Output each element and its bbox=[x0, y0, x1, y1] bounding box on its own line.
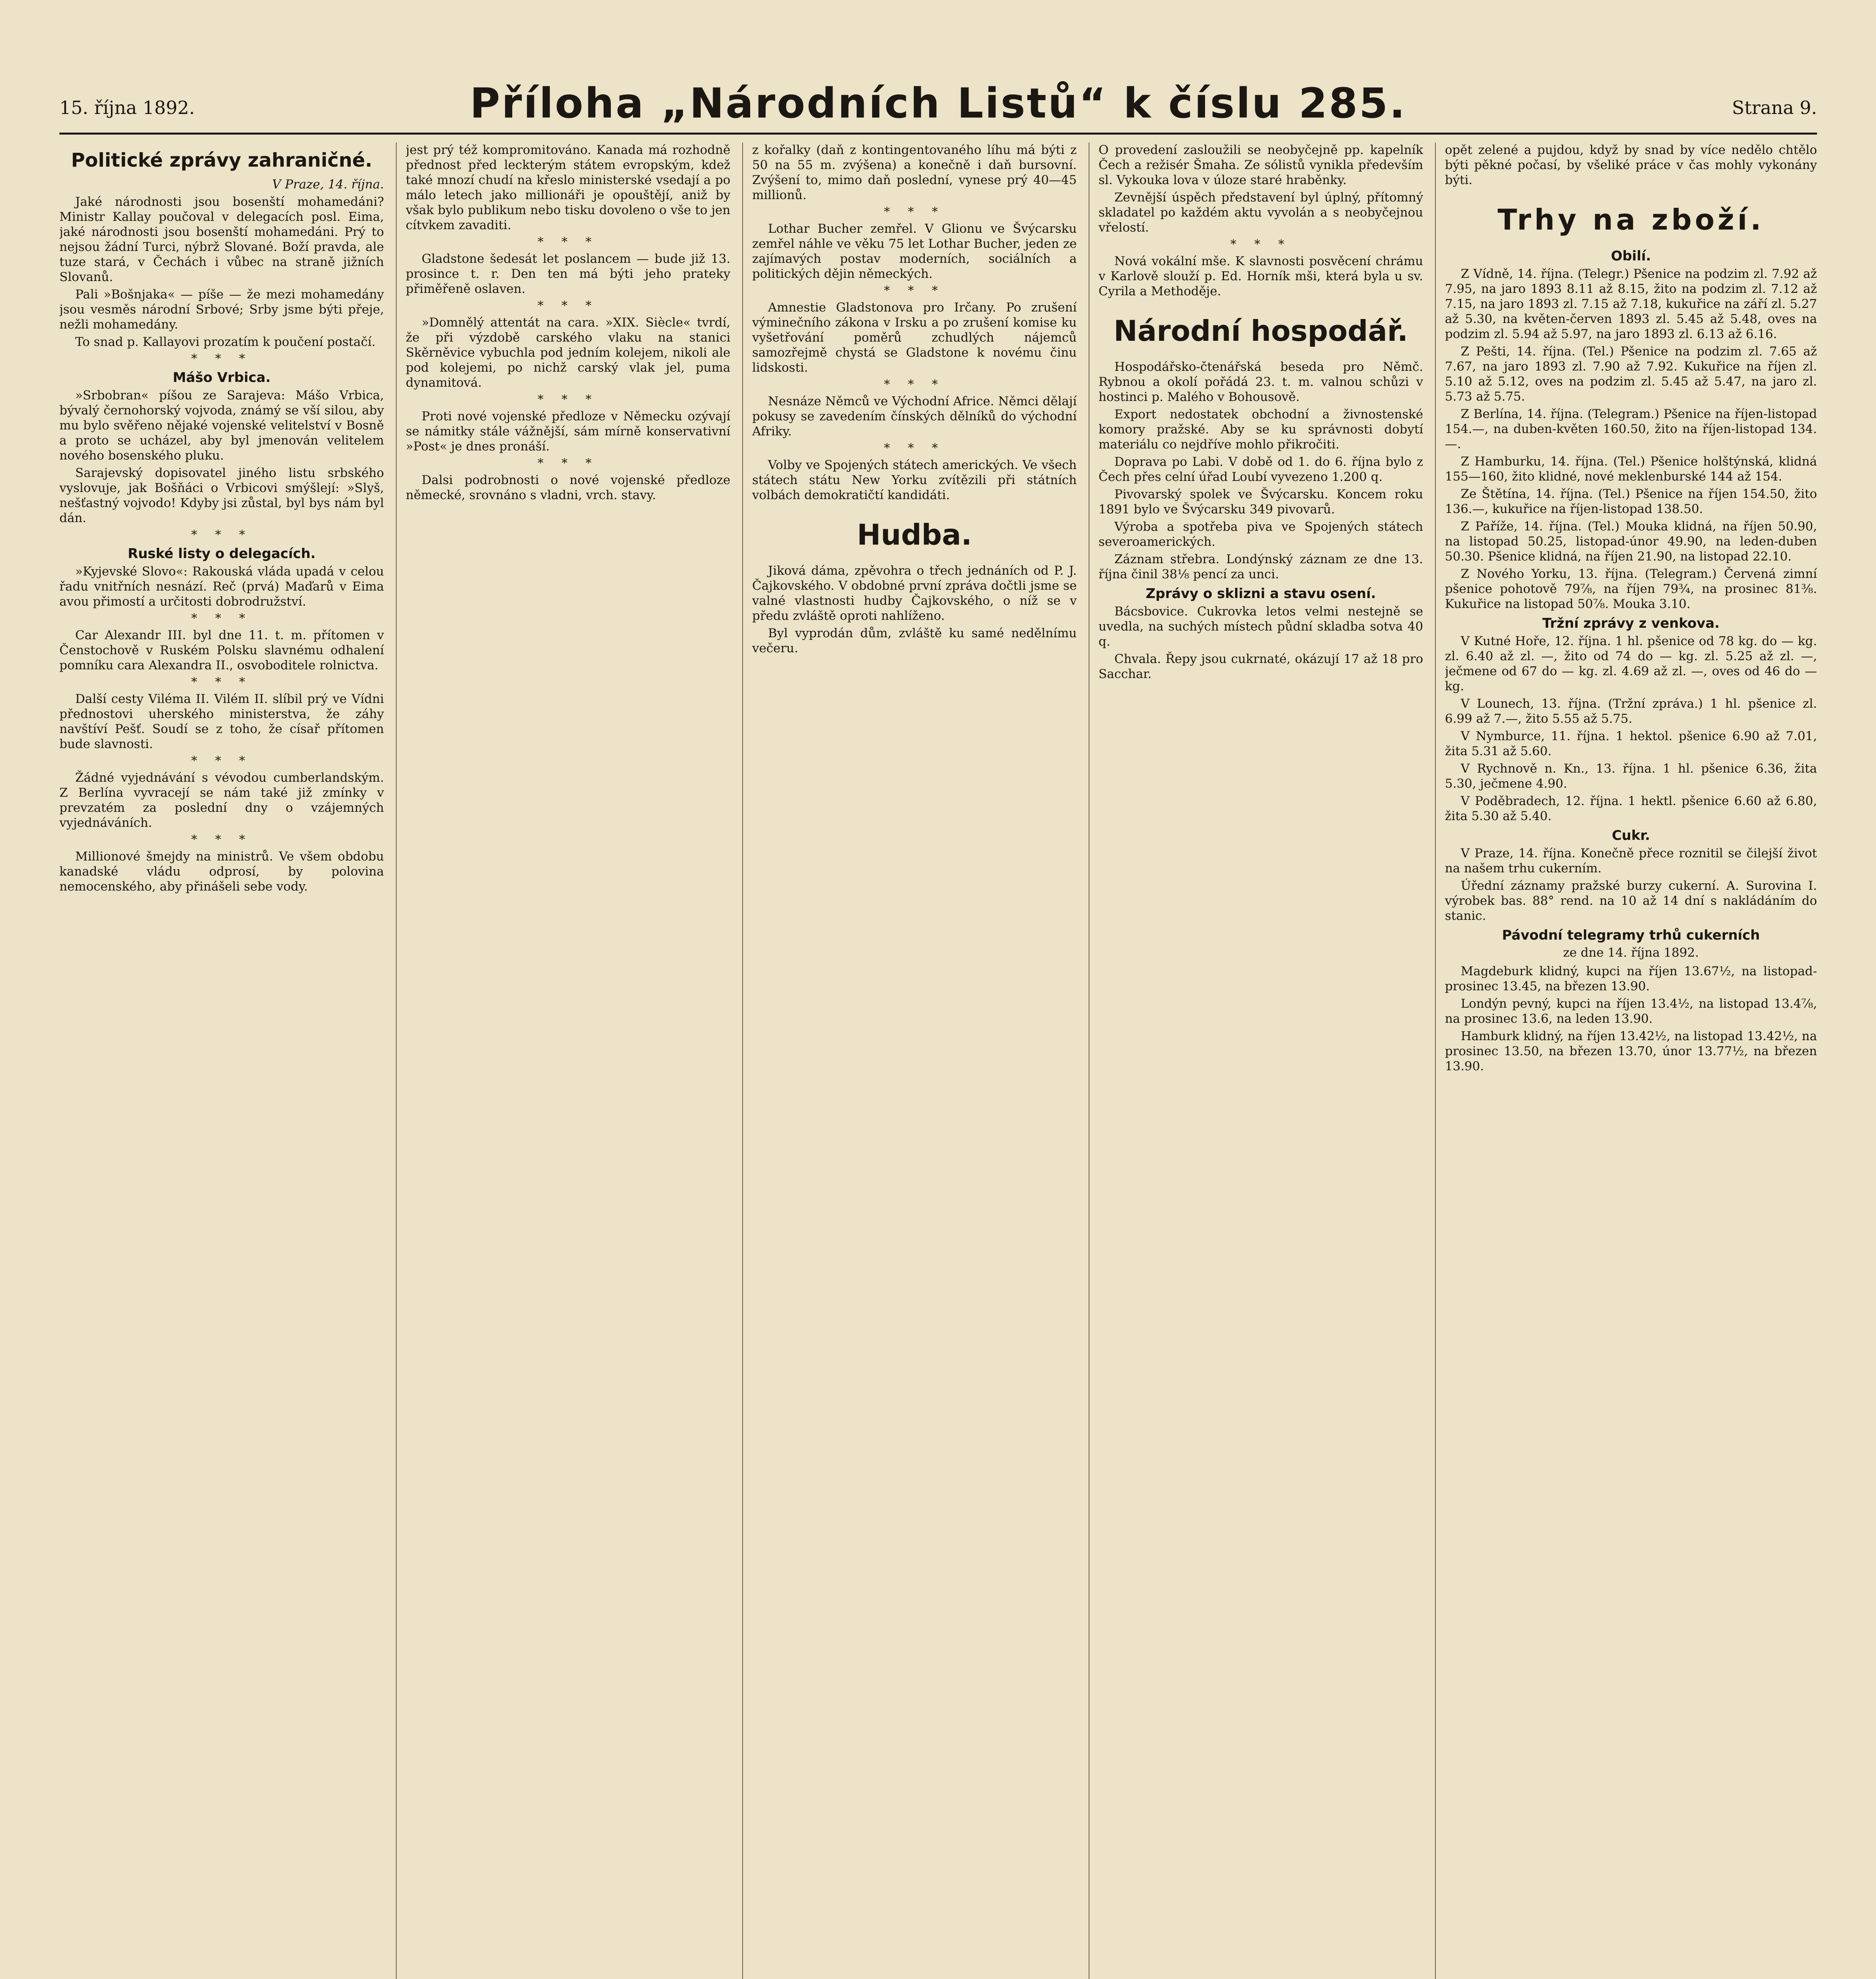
article-paragraph: V Nymburce, 11. října. 1 hektol. pšenice 6.90 až 7.01, žita 5.31 až 5.60. bbox=[1445, 729, 1817, 758]
article-paragraph: Výroba a spotřeba piva ve Spojených státech severoamerických. bbox=[1099, 519, 1423, 549]
article-paragraph: Amnestie Gladstonova pro Irčany. Po zrušení výminečního zákona v Irsku a po zrušení komise ku vyšetřování poměrů zchudlých nájemců samozřejmě chystá se Gladstone k novému činu lidskosti. bbox=[752, 300, 1077, 375]
separator-stars: * * * bbox=[537, 456, 599, 470]
article-paragraph: V Praze, 14. října. Konečně přece roznitil se čilejší život na našem trhu cukerním. bbox=[1445, 846, 1817, 876]
column-divider bbox=[742, 142, 743, 1979]
article-heading: Ruské listy o delegacích. bbox=[127, 546, 316, 562]
separator-stars: * * * bbox=[191, 754, 253, 768]
column-divider bbox=[1435, 142, 1436, 1979]
section-heading: Hudba. bbox=[857, 518, 972, 551]
article-paragraph: V Poděbradech, 12. října. 1 hektl. pšenice 6.60 až 6.80, žita 5.30 až 5.40. bbox=[1445, 794, 1817, 823]
column-2 bbox=[406, 142, 730, 1979]
article-paragraph: Volby ve Spojených státech amerických. Ve všech státech státu New Yorku zvítězili při státních volbách demokratičtí kandidáti. bbox=[752, 458, 1077, 502]
article-paragraph: Z Nového Yorku, 13. října. (Telegram.) Červená zimní pšenice pohotově 79⅞, na říjen 79¾, na prosinec 81⅜. Kukuřice na listopad 50⅞. Mouka 3.10. bbox=[1445, 566, 1817, 611]
separator-stars: * * * bbox=[884, 284, 945, 298]
article-paragraph: Lothar Bucher zemřel. V Glionu ve Švýcarsku zemřel náhle ve věku 75 let Lothar Bucher, jeden ze zajímavých postav moderních, sociálních a politických dějin německých. bbox=[752, 222, 1077, 281]
article-heading: Cukr. bbox=[1612, 827, 1650, 843]
article-paragraph: Magdeburk klidný, kupci na říjen 13.67½, na listopad-prosinec 13.45, na březen 13.90. bbox=[1445, 964, 1817, 993]
article-paragraph: Nesnáze Němců ve Východní Africe. Němci dělají pokusy se zavedením čínských dělníků do východní Afriky. bbox=[752, 394, 1077, 439]
column-divider bbox=[396, 142, 397, 1979]
article-paragraph: z kořalky (daň z kontingentovaného líhu má býti z 50 na 55 m. zvýšena) a konečně i daň bursovní. Zvýšení to, mimo daň poslední, vynese prý 40—45 millionů. bbox=[752, 143, 1077, 202]
article-paragraph: Z Hamburku, 14. října. (Tel.) Pšenice holštýnská, klidná 155—160, žito klidné, nové meklenburské 144 až 154. bbox=[1445, 454, 1817, 484]
article-paragraph: Bácsbovice. Cukrovka letos velmi nestejně se uvedla, na suchých místech půdní skladba sotva 40 q. bbox=[1099, 604, 1423, 649]
page-number: Strana 9. bbox=[1732, 97, 1817, 118]
article-paragraph: V Kutné Hoře, 12. října. 1 hl. pšenice od 78 kg. do — kg. zl. 6.40 až zl. —, žito od 74 do — kg. zl. 5.25 až zl. —, ječmene od 67 do — kg. zl. 4.69 až zl. —, oves od 46 do — kg. bbox=[1445, 634, 1817, 693]
article-paragraph: Jaké národnosti jsou bosenští mohamedáni? Ministr Kallay poučoval v delegacích posl. Eima, jaké národnosti jsou bosenští mohamedáni. Prý to nejsou žádní Turci, nýbrž Slované. Boží pravda, ale tuze stará, v Čechách i vůbec na straně jižních Slovanů. bbox=[59, 195, 384, 285]
article-paragraph: Žádné vyjednávání s vévodou cumberlandským. Z Berlína vyvracejí se nám také již zmínky v prevzatém za poslední dny o vzájemných vyjednáváních. bbox=[59, 771, 384, 830]
article-paragraph: Zevnější úspěch představení byl úplný, přítomný skladatel po každém aktu vyvolán a s neobyčejnou vřelostí. bbox=[1099, 190, 1423, 235]
article-paragraph: »Srbobran« píšou ze Sarajeva: Mášo Vrbica, bývalý černohorský vojvoda, známý se vší silou, aby mu bylo svěřeno nějaké vojenské velitelství v Bosně a proto se ucházel, aby byl jmenován velitelem nového bosenského pluku. bbox=[59, 388, 384, 463]
article-paragraph: Millionové šmejdy na ministrů. Ve všem obdobu kanadské vládu odprosí, by polovina nemocenského, aby přinášeli sebe vody. bbox=[59, 849, 384, 894]
article-paragraph: Úřední záznamy pražské burzy cukerní. A. Surovina I. výrobek bas. 88° rend. na 10 až 14 dní s nakládáním do stanic. bbox=[1445, 878, 1817, 923]
masthead-rule bbox=[59, 133, 1817, 135]
separator-stars: * * * bbox=[191, 833, 253, 847]
article-paragraph: »Kyjevské Slovo«: Rakouská vláda upadá v celou řadu vnitřních nesnází. Reč (prvá) Maďarů v Eima avou přimostí a určitosti dobrodružství. bbox=[59, 564, 384, 609]
article-heading: Tržní zprávy z venkova. bbox=[1542, 615, 1720, 631]
article-paragraph: Proti nové vojenské předloze v Německu ozývají se námitky stále vážnější, sám mírně konservativní »Post« je dnes pronáší. bbox=[406, 409, 730, 454]
article-paragraph: Jiková dáma, zpěvohra o třech jednáních od P. J. Čajkovského. V obdobné první zpráva dočtli jsme se valné vlastnosti hudby Čajkovského, o níž se v předu zvláště oproti nahlíženo. bbox=[752, 563, 1077, 623]
separator-stars: * * * bbox=[884, 378, 945, 391]
section-heading: Trhy na zboží. bbox=[1498, 203, 1764, 236]
separator-stars: * * * bbox=[191, 612, 253, 626]
separator-stars: * * * bbox=[191, 352, 253, 366]
article-paragraph: jest prý též kompromitováno. Kanada má rozhodně přednost před leckterým státem evropským, kdež také mnozí chudí na křeslo ministerské vsedají a po málo letech jako millionáři je opouštějí, aniž by však bylo publikum nebo tisku dovoleno o vše to jen cítvkem zavaditi. bbox=[406, 143, 730, 232]
article-paragraph: Sarajevský dopisovatel jiného listu srbského vyslovuje, jak Bošňáci o Vrbicovi smýšlejí: »Slyš, nešťastný vojvodo! Kdyby jsi zůstal, byl bys nám byl dán. bbox=[59, 466, 384, 526]
article-paragraph: Export nedostatek obchodní a živnostenské komory pražské. Aby se ku správnosti dobytí materiálu co nejdříve mohlo přikročiti. bbox=[1099, 407, 1423, 452]
article-heading: Pávodní telegramy trhů cukerních bbox=[1502, 927, 1760, 943]
article-paragraph: Pali »Bošnjaka« — píše — že mezi mohamedány jsou vesměs národní Srbové; Srby jsme býti přeje, nežli mohamedány. bbox=[59, 287, 384, 332]
article-paragraph: Pivovarský spolek ve Švýcarsku. Koncem roku 1891 bylo ve Švýcarsku 349 pivovarů. bbox=[1099, 487, 1423, 517]
dateline: ze dne 14. října 1892. bbox=[1563, 945, 1699, 960]
article-paragraph: Byl vyprodán dům, zvláště ku samé nedělnímu večeru. bbox=[752, 626, 1077, 655]
article-paragraph: Ze Štětína, 14. října. (Tel.) Pšenice na říjen 154.50, žito 136.—, kukuřice na říjen-listopad 138.50. bbox=[1445, 486, 1817, 516]
issue-date: 15. října 1892. bbox=[59, 97, 195, 118]
article-paragraph: O provedení zasloužili se neobyčejně pp. kapelník Čech a režisér Šmaha. Ze sólistů vynikla především sl. Vykouka lova v úloze staré hraběnky. bbox=[1099, 143, 1423, 187]
separator-stars: * * * bbox=[191, 528, 253, 542]
separator-stars: * * * bbox=[1230, 237, 1292, 251]
article-paragraph: Dalsi podrobnosti o nové vojenské předloze německé, srovnáno s vladni, vrch. stavy. bbox=[406, 473, 730, 502]
article-paragraph: Hamburk klidný, na říjen 13.42½, na listopad 13.42½, na prosinec 13.50, na březen 13.70, únor 13.77½, na březen 13.90. bbox=[1445, 1029, 1817, 1073]
column-5 bbox=[1445, 142, 1817, 1979]
column-3 bbox=[752, 142, 1077, 1979]
article-paragraph: To snad p. Kallayovi prozatím k poučení postačí. bbox=[75, 335, 376, 349]
article-paragraph: Z Berlína, 14. října. (Telegram.) Pšenice na říjen-listopad 154.—, na duben-květen 160.50, žito na říjen-listopad 134.—. bbox=[1445, 406, 1817, 451]
article-paragraph: Další cesty Viléma II. Vilém II. slíbil prý ve Vídni přednostovi uherského ministerstva, že záhy navštíví Pešť. Soudí se z toho, že císař přítomen bude slavnosti. bbox=[59, 692, 384, 752]
article-paragraph: Nová vokální mše. K slavnosti posvěcení chrámu v Karlově slouží p. Ed. Horník mši, která byla u sv. Cyrila a Methoděje. bbox=[1099, 254, 1423, 298]
column-1 bbox=[59, 142, 384, 1979]
article-paragraph: Doprava po Labi. V době od 1. do 6. října bylo z Čech přes celní úřad Loubí vyvezeno 1.200 q. bbox=[1099, 454, 1423, 484]
dateline: V Praze, 14. října. bbox=[272, 177, 384, 192]
separator-stars: * * * bbox=[537, 393, 599, 406]
section-heading: Politické zprávy zahraničné. bbox=[71, 149, 373, 171]
article-paragraph: Z Paříže, 14. října. (Tel.) Mouka klidná, na říjen 50.90, na listopad 50.25, listopad-únor 49.90, na leden-duben 50.30. Pšenice klidná, na říjen 21.90, na listopad 22.10. bbox=[1445, 519, 1817, 564]
article-paragraph: Londýn pevný, kupci na říjen 13.4½, na listopad 13.4⅞, na prosinec 13.6, na leden 13.90. bbox=[1445, 996, 1817, 1026]
column-4 bbox=[1099, 142, 1423, 1979]
article-paragraph: V Rychnově n. Kn., 13. října. 1 hl. pšenice 6.36, žita 5.30, ječmene 4.90. bbox=[1445, 761, 1817, 791]
article-paragraph: Hospodářsko-čtenářská beseda pro Němč. Rybnou a okolí pořádá 23. t. m. valnou schůzi v hostinci p. Malého v Bohousově. bbox=[1099, 359, 1423, 404]
article-paragraph: Z Pešti, 14. října. (Tel.) Pšenice na podzim zl. 7.65 až 7.67, na jaro 1893 zl. 7.90 až 7.92. Kukuřice na říjen zl. 5.10 až 5.12, oves na podzim zl. 5.45 až 5.47, na jaro zl. 5.73 až 5.75. bbox=[1445, 344, 1817, 404]
article-paragraph: opět zelené a pujdou, když by snad by více nedělo chtělo býti pěkné počasí, by všeliké práce v čas mohly vykonány býti. bbox=[1445, 143, 1817, 187]
separator-stars: * * * bbox=[884, 441, 945, 455]
section-heading: Národní hospodář. bbox=[1114, 314, 1408, 348]
article-paragraph: Car Alexandr III. byl dne 11. t. m. přítomen v Čenstochově v Ruském Polsku slavnému odhalení pomníku cara Alexandra II., osvoboditele rolnictva. bbox=[59, 628, 384, 673]
separator-stars: * * * bbox=[191, 675, 253, 689]
article-heading: Obilí. bbox=[1611, 248, 1651, 264]
article-paragraph: Z Vídně, 14. října. (Telegr.) Pšenice na podzim zl. 7.92 až 7.95, na jaro 1893 8.11 až 8.15, žito na podzim zl. 7.12 až 7.15, na jaro 1893 zl. 7.15 až 7.18, kukuřice na září zl. 5.27 až 5.30, na květen-červen 1893 zl. 5.45 až 5.48, oves na podzim zl. 5.94 až 5.97, na jaro 1893 zl. 6.13 až 6.16. bbox=[1445, 266, 1817, 341]
article-heading: Mášo Vrbica. bbox=[173, 370, 271, 386]
article-paragraph: V Lounech, 13. října. (Tržní zpráva.) 1 hl. pšenice zl. 6.99 až 7.—, žito 5.55 až 5.75. bbox=[1445, 696, 1817, 726]
separator-stars: * * * bbox=[884, 205, 945, 219]
separator-stars: * * * bbox=[537, 235, 599, 249]
article-paragraph: Gladstone šedesát let poslancem — bude již 13. prosince t. r. Den ten má býti jeho prateky přiměřeně oslaven. bbox=[406, 252, 730, 296]
article-paragraph: Chvala. Řepy jsou cukrnaté, okázují 17 až 18 pro Sacchar. bbox=[1099, 651, 1423, 681]
article-paragraph: »Domnělý attentát na cara. »XIX. Siècle« tvrdí, že při výzdobě carského vlaku na stanici Skěrněvice vybuchla pod jedním kolejem, nikoli ale pod kolejemi, po nichž carský vlak jel, puma dynamitová. bbox=[406, 315, 730, 390]
masthead bbox=[59, 79, 1817, 127]
article-paragraph: Záznam střebra. Londýnský záznam ze dne 13. října činil 38⅛ pencí za unci. bbox=[1099, 552, 1423, 581]
separator-stars: * * * bbox=[537, 299, 599, 313]
supplement-title: Příloha „Národních Listů“ k číslu 285. bbox=[469, 79, 1407, 127]
article-heading: Zprávy o sklizni a stavu osení. bbox=[1146, 585, 1376, 602]
